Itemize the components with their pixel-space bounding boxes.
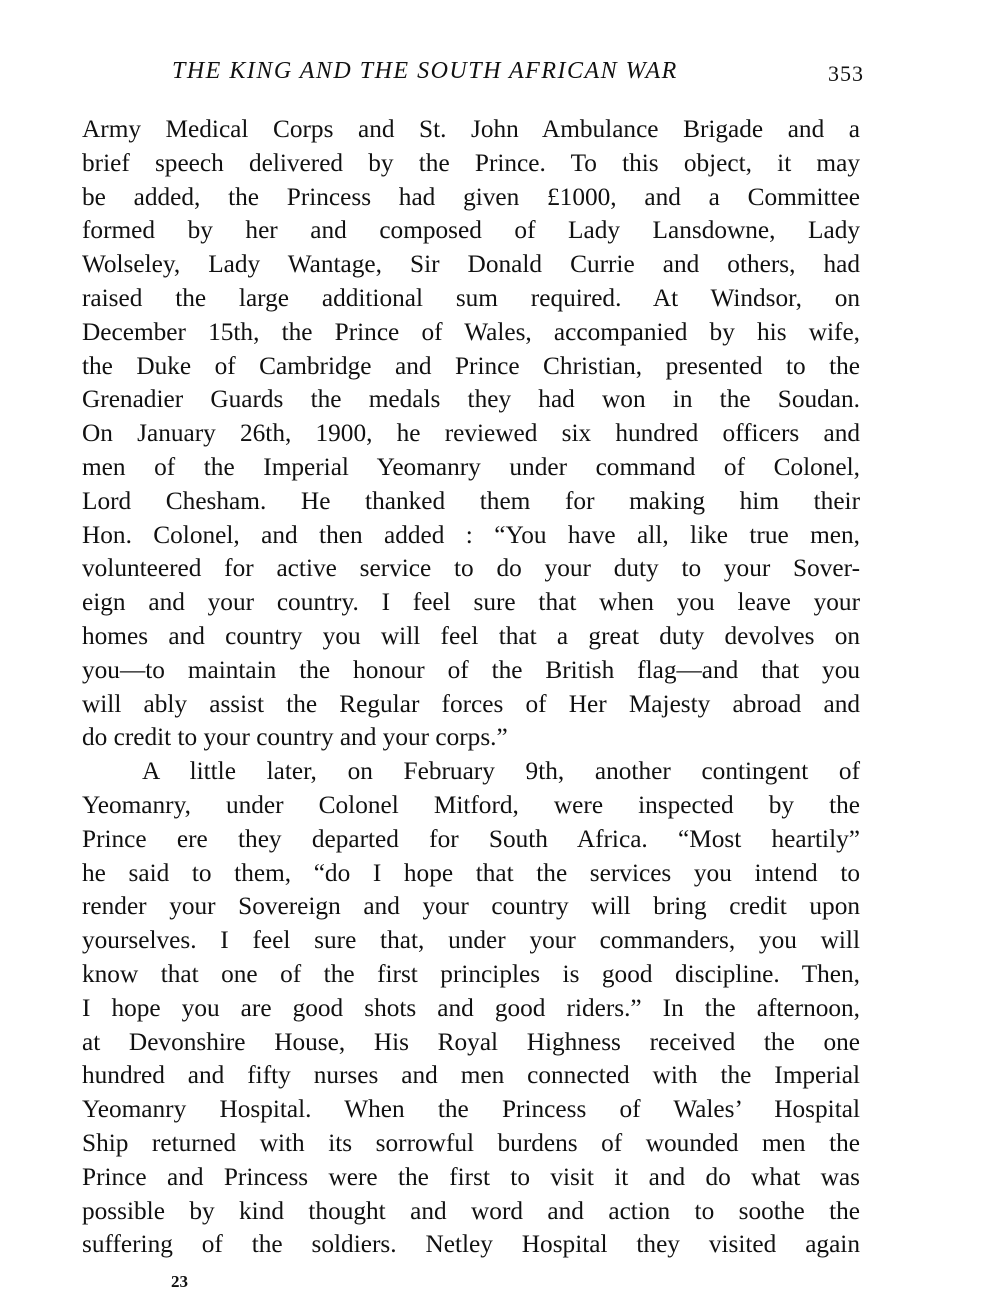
text-line: formed by her and composed of Lady Lansdowne, Lady	[82, 216, 860, 245]
text-line: Wolseley, Lady Wantage, Sir Donald Currie and others, had	[82, 250, 860, 279]
running-header	[84, 58, 864, 94]
paragraph-start-line: A little later, on February 9th, another contingent of	[142, 757, 860, 786]
text-line: suffering of the soldiers. Netley Hospital they visited again	[82, 1230, 860, 1259]
text-line: I hope you are good shots and good riders.” In the afternoon,	[82, 993, 860, 1022]
page-number: 353	[828, 61, 864, 86]
text-line: the Duke of Cambridge and Prince Christian, presented to the	[82, 351, 860, 380]
paragraph-end-line: do credit to your country and your corps.”	[82, 723, 508, 752]
text-line: December 15th, the Prince of Wales, accompanied by his wife,	[82, 317, 860, 346]
text-line: eign and your country. I feel sure that when you leave your	[82, 588, 860, 617]
text-line: homes and country you will feel that a great duty devolves on	[82, 621, 860, 650]
text-line: know that one of the first principles is good discipline. Then,	[82, 959, 860, 988]
text-line: you—to maintain the honour of the British flag—and that you	[82, 655, 860, 684]
text-line: Lord Chesham. He thanked them for making him their	[82, 486, 860, 515]
text-line: Ship returned with its sorrowful burdens of wounded men the	[82, 1128, 860, 1157]
text-line: On January 26th, 1900, he reviewed six hundred officers and	[82, 419, 860, 448]
text-line: will ably assist the Regular forces of Her Majesty abroad and	[82, 689, 860, 718]
text-line: Yeomanry Hospital. When the Princess of Wales’ Hospital	[82, 1095, 860, 1124]
text-line: Hon. Colonel, and then added : “You have all, like true men,	[82, 520, 860, 549]
text-line: volunteered for active service to do your duty to your Sover-	[82, 554, 860, 583]
text-line: possible by kind thought and word and action to soothe the	[82, 1196, 860, 1225]
text-line: brief speech delivered by the Prince. To this object, it may	[82, 148, 860, 177]
text-line: Army Medical Corps and St. John Ambulance Brigade and a	[82, 115, 860, 143]
signature-mark: 23	[171, 1272, 188, 1291]
text-line: Prince ere they departed for South Africa. “Most heartily”	[82, 824, 860, 853]
text-line: Grenadier Guards the medals they had won in the Soudan.	[82, 385, 860, 414]
text-line: render your Sovereign and your country will bring credit upon	[82, 892, 860, 921]
text-line: yourselves. I feel sure that, under your commanders, you will	[82, 926, 860, 955]
text-line: Prince and Princess were the first to visit it and do what was	[82, 1162, 860, 1191]
body-text	[82, 113, 860, 1262]
text-line: men of the Imperial Yeomanry under command of Colonel,	[82, 452, 860, 481]
text-line: hundred and fifty nurses and men connected with the Imperial	[82, 1061, 860, 1090]
text-line: he said to them, “do I hope that the services you intend to	[82, 858, 860, 887]
text-line: at Devonshire House, His Royal Highness received the one	[82, 1027, 860, 1056]
text-line: be added, the Princess had given £1000, and a Committee	[82, 182, 860, 211]
text-line: Yeomanry, under Colonel Mitford, were inspected by the	[82, 790, 860, 819]
text-line: raised the large additional sum required. At Windsor, on	[82, 283, 860, 312]
running-title: THE KING AND THE SOUTH AFRICAN WAR	[172, 58, 678, 84]
